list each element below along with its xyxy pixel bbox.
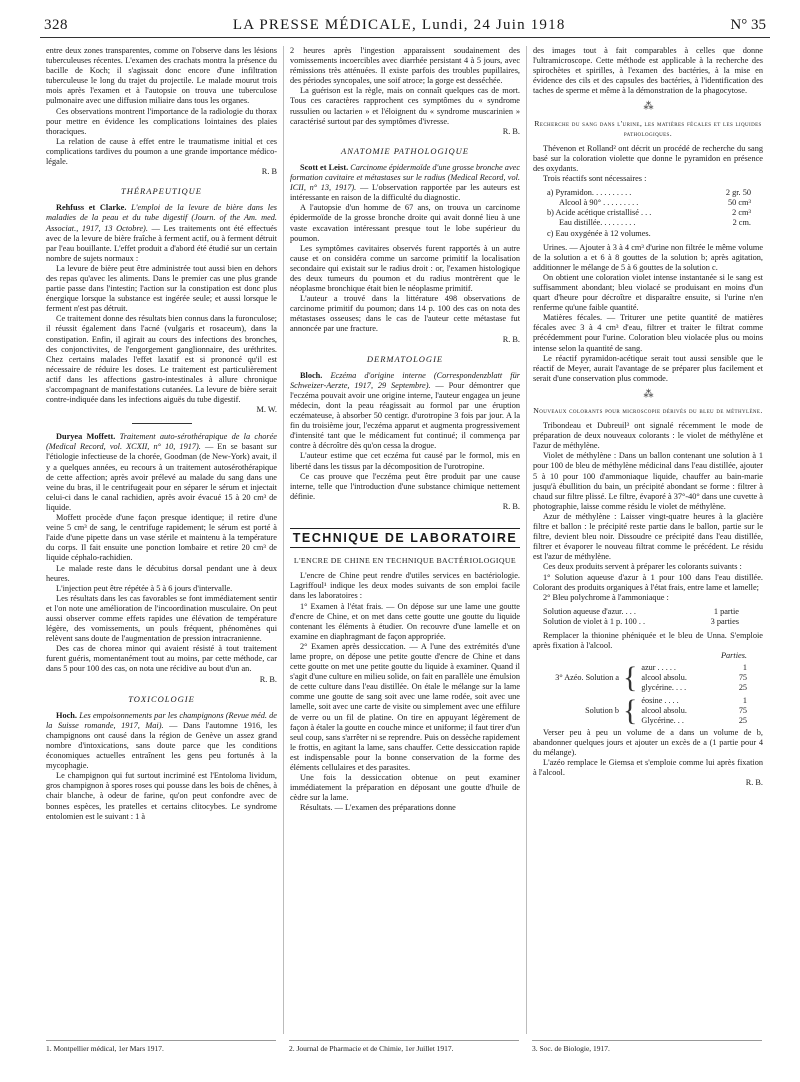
page-number: 328	[44, 17, 68, 33]
journal-title: LA PRESSE MÉDICALE, Lundi, 24 Juin 1918	[232, 17, 566, 33]
article-authors: Scott et Leist.	[300, 162, 349, 172]
article-text: — Pour démontrer que l'eczéma pouvait avoir une origine interne, l'auteur engagea un jeune médecin, dont la peau réagissait au formol par une éruption eczémateuse, à absorber 50 centigr. d'urotropine 3 fois par jour. A la fin du troisième jour, l'eczéma apparut et augmenta progressivement d'intensité tant que le médicament fut continué; il commença par contre à décroître dès qu'on cessa la drogue.	[290, 380, 521, 451]
paragraph: Trois réactifs sont nécessaires :	[543, 174, 647, 184]
column-1	[40, 46, 283, 1034]
reagent-row: Alcool à 90° . . . . . . . . . 50 cm³	[559, 198, 751, 208]
paragraph: entre deux zones transparentes, comme on l'observe dans les lésions tuberculeuses récentes. L'examen des crachats montra la présence du bacille de Koch; il s'agissait donc encore d'une infiltration tuberculeuse le long du trajet du projectile. Le malade mourut trois mois après l'examen et à l'autopsie on trouva une tuberculose pulmonaire avec une diffusion miliaire dans tous les organes.	[46, 46, 277, 106]
article-paragraph	[46, 203, 277, 264]
azeo-item: glycérine. . . . 25	[641, 683, 747, 693]
paragraph: Azur de méthylène : Laisser vingt-quatre heures à la glacière filtre et ballon : le précipité reste partie dans le ballon, partie sur le filtre, devient bleu noir. Dissoudre ce précipité dans l'eau distillée, filtrer et évaporer le nouveau filtrat comme le précédent. Le résidu est l'azur de méthylène.	[533, 511, 763, 562]
column-3	[526, 46, 769, 1034]
asterism-separator: ⁂	[643, 388, 653, 400]
section-title: TOXICOLOGIE	[128, 693, 195, 704]
article-ref: (Medical Record, vol. XCXII, n° 10, 1917).	[46, 442, 201, 452]
paragraph: Ce cas prouve que l'eczéma peut être produit par une cause interne, telle que l'introduction d'une substance chimique nettement définie.	[290, 471, 520, 501]
footnote: 2. Journal de Pharmacie et de Chimie, 1er Juillet 1917.	[289, 1040, 519, 1053]
paragraph: L'auteur estime que cet eczéma fut causé par le formol, mis en liberté dans les tissus par la décomposition de l'urotropine.	[290, 451, 520, 471]
azeo-item: alcool absolu. 75	[641, 705, 747, 715]
article-title: Les empoisonnements par les champignons	[79, 710, 224, 720]
signature: R. B	[261, 167, 277, 177]
signature: R. B.	[745, 778, 763, 788]
azeo-item: alcool absolu. 75	[641, 673, 747, 683]
paragraph: 1° Examen à l'état frais. — On dépose sur une lame une goutte d'encre de Chine, et on met dans cette goutte une goutte du liquide contenant les éléments à étudier. On recouvre d'une lamelle et on examine en diaphragmant de façon appropriée.	[290, 601, 520, 641]
paragraph: Le réactif pyramidon-acétique serait tout aussi sensible que le réactif de Meyer, aurait l'avantage de se préparer plus facilement et serait d'une conservation plus commode.	[533, 353, 763, 383]
azeo-solution-b	[533, 693, 763, 727]
paragraph: Verser peu à peu un volume de a dans un volume de b, abandonner quelques jours et ajouter un excès de a (1 partie pour 4 du mélange).	[533, 727, 763, 757]
article-paragraph	[46, 432, 277, 513]
article-authors: Hoch.	[56, 710, 77, 720]
signature: R. B.	[259, 674, 277, 684]
brace-icon: {	[623, 661, 638, 695]
reagent-row: c) Eau oxygénée à 12 volumes.	[547, 228, 651, 238]
paragraph: Ce traitement donne des résultats bien connus dans la furonculose; il réussit également dans l'acné (vulgaris et rosaceum), dans la constipation. Enfin, il agirait au cours des infections des bronches, des conjonctivites, de l'engorgement ganglionnaire, des uréthrites. Chez certains malades l'effet laxatif est si prononcé qu'il est nécessaire de réduire les doses. Le traitement est particulièrement actif dans les affections gastro-intestinales à allure chronique s'accompagnant de manifestations cutanées. La levure de bière serait contre-indiquée dans les infections aiguës du tube digestif.	[46, 314, 277, 405]
paragraph: 2° Examen après dessiccation. — A l'une des extrémités d'une lame propre, on dépose une petite goutte d'encre de Chine et dans cette goutte on met une petite goutte du liquide à examiner. Quand il s'agit d'une culture en milieu solide, on fait en parallèle une émulsion de cette culture dans l'eau distillée. On étale le mélange sur la lame comme une goutte de sang soit avec une lame rodée, soit avec une lamelle, soit avec une carte de visite ou simplement avec une effilure de verre ou un fil de platine. On tire en appuyant légèrement de façon à étaler la goutte en couche mince et uniforme; il faut tirer d'un seul coup, sans s'arrêter ni se reprendre. Puis on dessèche rapidement le frottis, en agitant la lame, sans chauffer. Cette dessiccation rapide est indispensable pour la bonne conservation de la forme des éléments cellulaires et des parasites.	[290, 641, 520, 772]
paragraph: Résultats. — L'examen des préparations donne	[300, 803, 456, 813]
major-section-title: TECHNIQUE DE LABORATOIRE	[290, 533, 520, 548]
paragraph: La levure de bière peut être administrée tout aussi bien en dehors des repas qu'avec les aliments. Dans le premier cas une plus grande partie passe dans l'intestin; l'action sur la constipation est donc plus énergique lorsque la substance est ingérée seule; et aussi lorsque le ferment n'est pas détruit.	[46, 263, 277, 314]
signature: R. B.	[502, 126, 520, 136]
article-ref: (Correspondenzblatt für Schweizer-Aerzte, 1917, 29 Septembre).	[290, 370, 520, 390]
article-paragraph	[290, 163, 520, 203]
parties-label: Parties.	[720, 651, 747, 661]
newspaper-page	[40, 14, 770, 1072]
paragraph: A l'autopsie d'un homme de 67 ans, on trouva un carcinome épidermoïde de la grosse bronche droite qui avait donné lieu à une vaste excavation intéressant presque tout le lobe supérieur du poumon.	[290, 203, 520, 243]
formula-list	[543, 607, 763, 627]
azeo-label: 3° Azéo. Solution a	[555, 673, 619, 683]
section-title: ANATOMIE PATHOLOGIQUE	[341, 145, 469, 156]
paragraph: La guérison est la règle, mais on connaît quelques cas de mort. Tous ces caractères rapprochent ces symptômes du « syndrome russulien ou lactarien » et l'éloignent du « syndrome muscarinien » caractérisé surtout par des symptômes d'ivresse.	[290, 86, 520, 126]
article-ref: (Revue méd. de la Suisse romande, 1917, Mai).	[46, 710, 277, 730]
paragraph: Le malade reste dans le décubitus dorsal pendant une à deux heures.	[46, 563, 277, 583]
paragraph: Ces deux produits servent à préparer les colorants suivants :	[543, 562, 742, 572]
article-text: — L'observation rapportée par les auteurs est intéressante en raison de la difficulté du diagnostic.	[290, 183, 520, 203]
azeo-items	[641, 696, 763, 726]
formula-row: Solution aqueuse d'azur. . . . 1 partie	[543, 606, 739, 616]
article-paragraph	[46, 711, 277, 772]
paragraph: L'encre de Chine peut rendre d'utiles services en bactériologie. Lagriffoul¹ indique les deux modes suivants de son emploi facile dans les laboratoires :	[290, 571, 520, 601]
article-title: Eczéma d'origine interne	[330, 370, 426, 380]
signature: R. B.	[502, 501, 520, 511]
article-authors: Bloch.	[300, 370, 323, 380]
azeo-solution-a	[533, 663, 763, 693]
azeo-item: éosine . . . . 1	[641, 695, 747, 705]
azeo-item: azur . . . . . 1	[641, 663, 747, 673]
reagent-row: b) Acide acétique cristallisé . . . 2 cm³	[547, 208, 751, 218]
paragraph: 2 heures après l'ingestion apparaissent soudainement des vomissements incoercibles avec diarrhée persistant 4 à 5 jours, avec rémissions très atténuées. Il existe parfois des troubles pupillaires, des périodes syncopales, une soif atroce; la gorge est desséchée.	[290, 46, 520, 86]
signature: R. B.	[502, 334, 520, 344]
footnote: 1. Montpellier médical, 1er Mars 1917.	[46, 1040, 276, 1053]
paragraph: Les résultats dans les cas favorables se font immédiatement sentir et l'on note une amélioration de l'incoordination musculaire. On peut aussi observer comme effets rapides une élévation de température légère, des vomissements, un pouls fréquent, phénomènes qui relèvent sans doute de l'augmentation de pression intracranienne.	[46, 593, 277, 644]
paragraph: Thévenon et Rolland² ont décrit un procédé de recherche du sang basé sur la coloration violette que donne le pyramidon en présence des oxydants.	[533, 143, 763, 173]
article-ref: (Journ. of the Am. med. Associat., 1917, 13 Octobre).	[46, 213, 277, 233]
paragraph: Une fois la dessiccation obtenue on peut examiner immédiatement la préparation en déposant une goutte d'huile de cèdre sur la lame.	[290, 773, 520, 803]
asterism-separator: ⁂	[643, 101, 653, 113]
brace-icon: {	[623, 693, 638, 727]
article-title: Traitement auto-sérothérapique de la chorée	[119, 432, 277, 442]
paragraph: Tribondeau et Dubreuil³ ont signalé récemment le mode de préparation de deux nouveaux colorants : le violet de méthylène et l'azur de méthylène.	[533, 421, 763, 451]
page-header	[40, 14, 770, 38]
article-text: — En se basant sur l'étiologie infectieuse de la chorée, Goodman (de New-York) avait, il y a quelques années, eu recours à un traitement autosérothérapique de cette affection; après avoir prélevé au malade du sang dans une veine du bras, il le centrifugeait pour en séparer le sérum et injectait celui-ci dans le canal rachidien, après avoir évacué 15 à 20 cm³ de liquide.	[46, 442, 277, 512]
paragraph: Urines. — Ajouter à 3 à 4 cm³ d'urine non filtrée le même volume de la solution a et 6 à 8 gouttes de la solution b; après agitation, additionner le mélange de 5 à 6 gouttes de la solution c.	[533, 242, 763, 272]
reagent-list	[547, 188, 763, 238]
footnote: 3. Soc. de Biologie, 1917.	[532, 1040, 762, 1053]
article-paragraph	[290, 371, 520, 452]
reagent-row: Eau distillée. . . . . . . . . 2 cm.	[559, 218, 751, 228]
paragraph: Moffett procède d'une façon presque identique; il retire d'une veine 5 cm³ de sang, le centrifuge rapidement; le sérum est porté à l'aide d'une pipette dans un vase stérile et maintenu à la température du corps. Il fait ensuite une ponction lombaire et retire 20 cm³ de liquide céphalo-rachidien.	[46, 513, 277, 563]
paragraph: Matières fécales. — Triturer une petite quantité de matières fécales avec 3 à 4 cm³ d'eau, filtrer et traiter le filtrat comme précédemment pour l'urine. Coloration bleu violacée plus ou moins intense selon la quantité de sang.	[533, 313, 763, 353]
paragraph: La relation de cause à effet entre le traumatisme initial et ces complications tardives du poumon a une grande importance médico-légale.	[46, 136, 277, 167]
paragraph: des images tout à fait comparables à celles que donne l'ultramicroscope. Cette méthode est applicable à la recherche des spirochètes et spirilles, à l'examen des bactéries, à la mise en évidence des cils et des capsules des bactéries, à l'identification des taches de sperme et même à la démonstration de la phagocytose.	[533, 46, 763, 96]
paragraph: Le champignon qui fut surtout incriminé est l'Entoloma lividum, gros champignon à spores roses qui pousse dans les bois de chênes, à chair blanche, à odeur de farine, qu'on peut confondre avec de bonnes espèces, les pratelles et certains clitocybes. Le syndrome entolomien est le suivant : 1 à	[46, 771, 277, 821]
article-text: — Dans l'automne 1916, les champignons ont causé dans la région de Genève un assez grand nombre d'intoxications, sans doute parce que les conditions économiques actuelles entraînent les gens peu fortunés à la mycophagie.	[46, 720, 277, 771]
paragraph: On obtient une coloration violet intense instantanée si le sang est suffisamment abondant; bleu violacé se produisant en moins d'un quart d'heure pour décroître et disparaître ensuite, si l'urine n'en renferme qu'une faible quantité.	[533, 272, 763, 313]
article-authors: Rehfuss et Clarke.	[56, 203, 127, 213]
reagent-row: a) Pyramidon. . . . . . . . . . 2 gr. 50	[547, 188, 751, 198]
subsection-title: Recherche du sang dans l'urine, les matières fécales et les liquides pathologiques.	[534, 118, 762, 138]
column-2	[283, 46, 526, 1034]
subsection-title: Nouveaux colorants pour microscopie dérivés du bleu de méthylène.	[533, 406, 763, 415]
divider	[132, 423, 192, 424]
formula-row: Solution de violet à 1 p. 100 . . 3 parties	[543, 616, 739, 626]
paragraph: Ces observations montrent l'importance de la radiologie du thorax pour mettre en évidence les complications lointaines des plaies thoraciques.	[46, 106, 277, 136]
section-rule	[290, 528, 520, 529]
paragraph: Violet de méthylène : Dans un ballon contenant une solution à 1 pour 100 de bleu de méthylène médicinal dans l'eau distillée, ajouter 5 à 10 pour 100 d'ammoniaque liquide, chauffer au bain-marie jusqu'à ébullition du bain, un précipité abondant se forme : filtrer à chaud sur filtre plissé. Le filtre, évaporé à 37°-40° dans une cuvette à photographie, laisse comme résidu le violet de méthylène.	[533, 451, 763, 511]
paragraph: Les symptômes cavitaires observés furent rapportés à un autre cause et on considéra comme un sarcome primitif la localisation secondaire qui existait sur le radius droit : or, l'examen histologique des deux tumeurs du poumon et du radius montrèrent que le néoplasme bronchique était bien le néoplasme primitif.	[290, 243, 520, 294]
section-title: THÉRAPEUTIQUE	[121, 186, 202, 197]
columns	[40, 46, 770, 1034]
section-title: DERMATOLOGIE	[366, 353, 444, 364]
subsection-title: L'ENCRE DE CHINE EN TECHNIQUE BACTÉRIOLOGIQUE	[293, 556, 517, 566]
article-text: — Les traitements ont été effectués avec de la levure de bière fraîche à ferment actif, ou à ferment détruit par l'eau bouillante. L'effet produit a d'abord été étudié sur un certain nombre de sujets normaux :	[46, 223, 278, 263]
azeo-items	[641, 663, 763, 693]
issue-number: N° 35	[730, 17, 766, 33]
azeo-item: Glycérine. . . 25	[641, 715, 747, 725]
article-ref: (Medical Record, vol. ICII, n° 13, 1917).	[290, 173, 521, 193]
paragraph: L'azéo remplace le Giemsa et s'emploie comme lui après fixation à l'alcool.	[533, 758, 763, 778]
article-title: Carcinome épidermoïde d'une grosse bronche avec formation cavitaire et métastases sur le radius	[290, 162, 521, 183]
azeo-label: Solution b	[585, 705, 619, 715]
paragraph: L'auteur a trouvé dans la littérature 498 observations de carcinome primitif du poumon; dans 14 p. 100 des cas on nota des métastases osseuses; dans le cas de l'auteur cette métastase fut annoncée par une fracture.	[290, 294, 520, 334]
article-authors: Duryea Moffett.	[56, 432, 116, 442]
article-title: L'emploi de la levure de bière dans les maladies de la peau et du tube digestif	[46, 203, 278, 223]
paragraph: 2° Bleu polychrome à l'ammoniaque :	[543, 592, 669, 602]
signature: M. W.	[256, 405, 277, 415]
paragraph: Remplacer la thionine phéniquée et le bleu de Unna. S'emploie après fixation à l'alcool.	[533, 630, 763, 651]
paragraph: 1° Solution aqueuse d'azur à 1 pour 100 dans l'eau distillée. Colorant des produits organiques à l'état frais, entre lame et lamelle;	[533, 572, 763, 592]
paragraph: L'injection peut être répétée à 5 à 6 jours d'intervalle.	[56, 583, 233, 593]
paragraph: Des cas de chorea minor qui avaient résisté à tout traitement furent guéris, momentanément tout au moins, par cette méthode, car dans 5 pour 100 des cas, on nota une récidive au bout d'un an.	[46, 644, 277, 674]
